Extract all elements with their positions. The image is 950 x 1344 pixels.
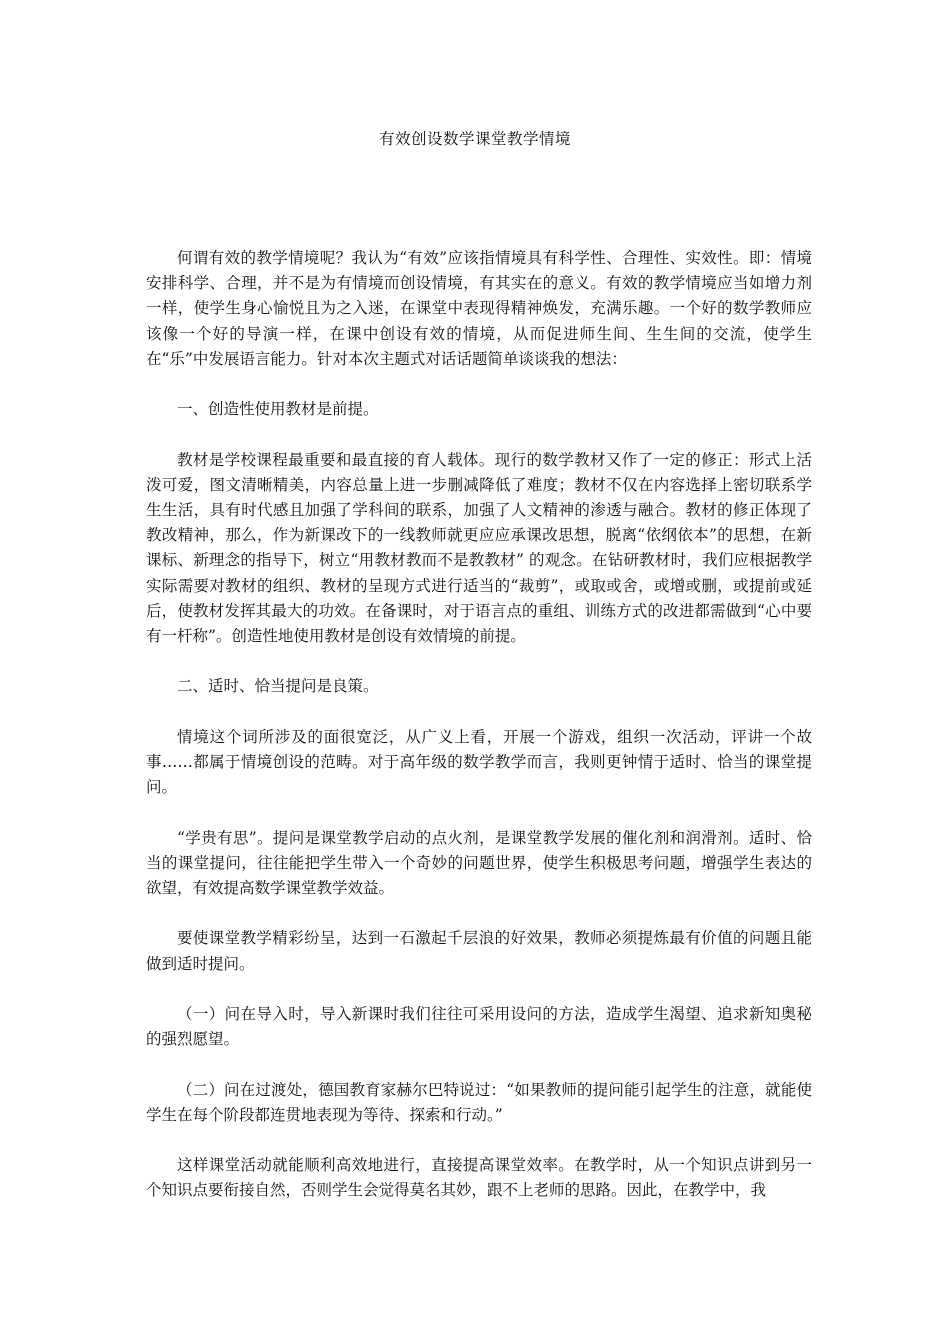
document-title: 有效创设数学课堂教学情境 — [378, 130, 571, 148]
paragraph-transition: 这样课堂活动就能顺利高效地进行，直接提高课堂效率。在教学时，从一个知识点讲到另一个知识点要衔接自然，否则学生会觉得莫名其妙，跟不上老师的思路。因此，在教学中，我 — [146, 1156, 812, 1200]
paragraph-timing: 要使课堂教学精彩纷呈，达到一石激起千层浪的好效果，教师必须提炼最有价值的问题且能做到适时提问。 — [146, 929, 812, 973]
paragraph-intro: 何谓有效的教学情境呢？我认为“有效”应该指情境具有科学性、合理性、实效性。即：情境安排科学、合理，并不是为有情境而创设情境，有其实在的意义。有效的教学情境应当如增力剂一样，使学生身心愉悦且为之入迷，在课堂中表现得精神焕发，充满乐趣。一个好的数学教师应该像一个好的导演一样，在课中创设有效的情境，从而促进师生间、生生间的交流，使学生在“乐”中发展语言能力。针对本次主题式对话话题简单谈谈我的想法： — [146, 249, 812, 368]
section-heading-2: 二、适时、恰当提问是良策。 — [177, 677, 379, 696]
section-heading-1: 一、创造性使用教材是前提。 — [177, 400, 379, 419]
paragraph-point-1: （一）问在导入时，导入新课时我们往往可采用设问的方法，造成学生渴望、追求新知奥秘的强烈愿望。 — [146, 1004, 812, 1049]
paragraph-point-2: （二）问在过渡处，德国教育家赫尔巴特说过：“如果教师的提问能引起学生的注意，就能使学生在每个阶段都连贯地表现为等待、探索和行动。” — [146, 1080, 812, 1124]
document-body — [146, 246, 812, 1229]
paragraph-context: 情境这个词所涉及的面很宽泛，从广义上看，开展一个游戏，组织一次活动，评讲一个故事……都属于情境创设的范畴。对于高年级的数学教学而言，我则更钟情于适时、恰当的课堂提问。 — [146, 727, 812, 797]
paragraph-textbook: 教材是学校课程最重要和最直接的育人载体。现行的数学教材又作了一定的修正：形式上活泼可爱，图文清晰精美，内容总量上进一步删减降低了难度；教材不仅在内容选择上密切联系学生生活，具有时代感且加强了学科间的联系，加强了人文精神的渗透与融合。教材的修正体现了教改精神，那么，作为新课改下的一线教师就更应应承课改思想，脱离“依纲依本”的思想，在新课标、新理念的指导下，树立“用教材教而不是教教材” 的观念。在钻研教材时，我们应根据教学实际需要对教材的组织、教材的呈现方式进行适当的“裁剪”，或取或舍，或增或删，或提前或延后，使教材发挥其最大的功效。在备课时，对于语言点的重组、训练方式的改进都需做到“心中要有一杆称”。创造性地使用教材是创设有效情境的前提。 — [146, 450, 812, 646]
paragraph-questioning: “学贵有思”。提问是课堂教学启动的点火剂，是课堂教学发展的催化剂和润滑剂。适时、恰当的课堂提问，往往能把学生带入一个奇妙的问题世界，使学生积极思考问题，增强学生表达的欲望，有效提高数学课堂教学效益。 — [146, 828, 812, 897]
